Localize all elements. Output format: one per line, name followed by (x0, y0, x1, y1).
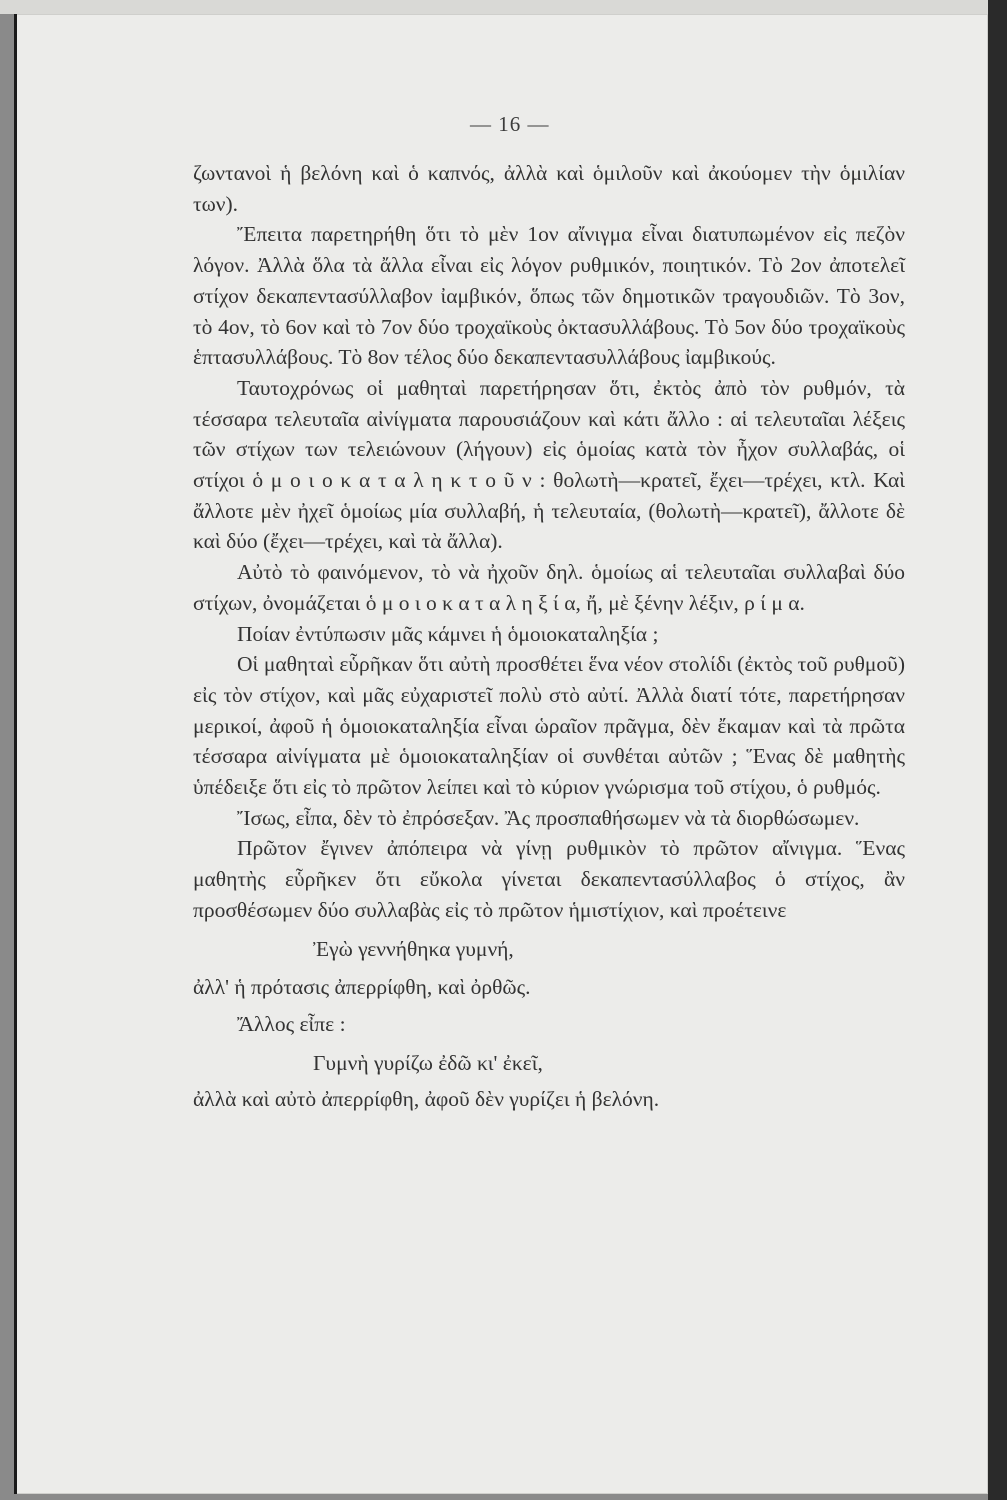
scan-top-edge (0, 0, 1007, 14)
verse-1-line-1: Ἐγὼ γεννήθηκα γυμνή, (313, 936, 514, 961)
paragraph-3: Ταυτοχρόνως οἱ μαθηταὶ παρετήρησαν ὅτι, ἐκτὸς ἀπὸ τὸν ρυθμόν, τὰ τέσσαρα τελευταῖα αἰνίγματα παρουσιάζουν καὶ κάτι ἄλλο : αἱ τελευταῖαι λέξεις τῶν στίχων των τελειώνουν (λήγουν) εἰς ὁμοίας κατὰ τὸν ἦχον συλλαβάς, οἱ στίχοι ὁ μ ο ι ο κ α τ α λ η κ τ ο ῦ ν : θολωτὴ—κρατεῖ, ἔχει—τρέχει, κτλ. Καὶ ἄλλοτε μὲν ἠχεῖ ὁμοίως μία συλλαβή, ἡ τελευταία, (θολωτὴ—κρατεῖ), ἄλλοτε δὲ καὶ δύο (ἔχει—τρέχει, καὶ τὰ ἄλλα). (193, 375, 905, 554)
paragraph-7: Ἴσως, εἶπα, δὲν τὸ ἐπρόσεξαν. Ἂς προσπαθήσωμεν νὰ τὰ διορθώσωμεν. (237, 805, 860, 830)
paragraph-9: Ἄλλος εἶπε : (237, 1011, 346, 1036)
paragraph-4: Αὐτὸ τὸ φαινόμενον, τὸ νὰ ἠχοῦν δηλ. ὁμοίως αἱ τελευταῖαι συλλαβαὶ δύο στίχων, ὀνομάζεται ὁ μ ο ι ο κ α τ α λ η ξ ί α, ἤ, μὲ ξένην λέξιν, ρ ί μ α. (193, 560, 905, 615)
page-number: — 16 — (470, 112, 550, 136)
body-text (193, 158, 905, 1115)
paragraph-1: ζωντανοὶ ἡ βελόνη καὶ ὁ καπνός, ἀλλὰ καὶ ὁμιλοῦν καὶ ἀκούομεν τὴν ὁμιλίαν των). (193, 161, 905, 216)
scan-right-edge (988, 0, 1007, 1500)
paragraph-8: Πρῶτον ἔγινεν ἀπόπειρα νὰ γίνῃ ρυθμικὸν τὸ πρῶτον αἴνιγμα. Ἕνας μαθητὴς εὗρῆκεν ὅτι εὔκολα γίνεται δεκαπεντασύλλαβος ὁ στίχος, ἂν προσθέσωμεν δύο συλλαβὰς εἰς τὸ πρῶτον ἡμιστίχιον, καὶ προέτεινε (193, 836, 905, 922)
scan-left-edge (14, 14, 17, 1494)
paragraph-6: Οἱ μαθηταὶ εὗρῆκαν ὅτι αὐτὴ προσθέτει ἕνα νέον στολίδι (ἐκτὸς τοῦ ρυθμοῦ) εἰς τὸν στίχον, καὶ μᾶς εὐχαριστεῖ πολὺ στὸ αὐτί. Ἀλλὰ διατί τότε, παρετήρησαν μερικοί, ἀφοῦ ἡ ὁμοιοκαταληξία εἶναι ὡραῖον πρᾶγμα, δὲν ἔκαμαν καὶ τὰ πρῶτα τέσσαρα αἰνίγματα μὲ ὁμοιοκαταληξίαν οἱ συνθέται αὐτῶν ; Ἕνας δὲ μαθητὴς ὑπέδειξε ὅτι εἰς τὸ πρῶτον λείπει καὶ τὸ κύριον γνώρισμα τοῦ στίχου, ὁ ρυθμός. (193, 652, 905, 800)
verse-1-line-2: ἀλλ' ἡ πρότασις ἀπερρίφθη, καὶ ὀρθῶς. (193, 975, 531, 1000)
verse-2-line-1: Γυμνὴ γυρίζω ἐδῶ κι' ἐκεῖ, (313, 1050, 543, 1075)
paragraph-5: Ποίαν ἐντύπωσιν μᾶς κάμνει ἡ ὁμοιοκαταληξία ; (237, 621, 659, 646)
verse-2-line-2: ἀλλὰ καὶ αὐτὸ ἀπερρίφθη, ἀφοῦ δὲν γυρίζει ἡ βελόνη. (193, 1087, 660, 1112)
paragraph-2: Ἔπειτα παρετηρήθη ὅτι τὸ μὲν 1ον αἴνιγμα εἶναι διατυπωμένον εἰς πεζὸν λόγον. Ἀλλὰ ὅλα τὰ ἄλλα εἶναι εἰς λόγον ρυθμικόν, ποιητικόν. Τὸ 2ον ἀποτελεῖ στίχον δεκαπεντασύλλαβον ἰαμβικόν, ὅπως τῶν δημοτικῶν τραγουδιῶν. Τὸ 3ον, τὸ 4ον, τὸ 6ον καὶ τὸ 7ον δύο τροχαϊκοὺς ὀκτασυλλάβους. Τὸ 5ον δύο τροχαϊκοὺς ἑπτασυλλάβους. Τὸ 8ον τέλος δύο δεκαπεντασυλλάβους ἰαμβικούς. (193, 222, 905, 370)
